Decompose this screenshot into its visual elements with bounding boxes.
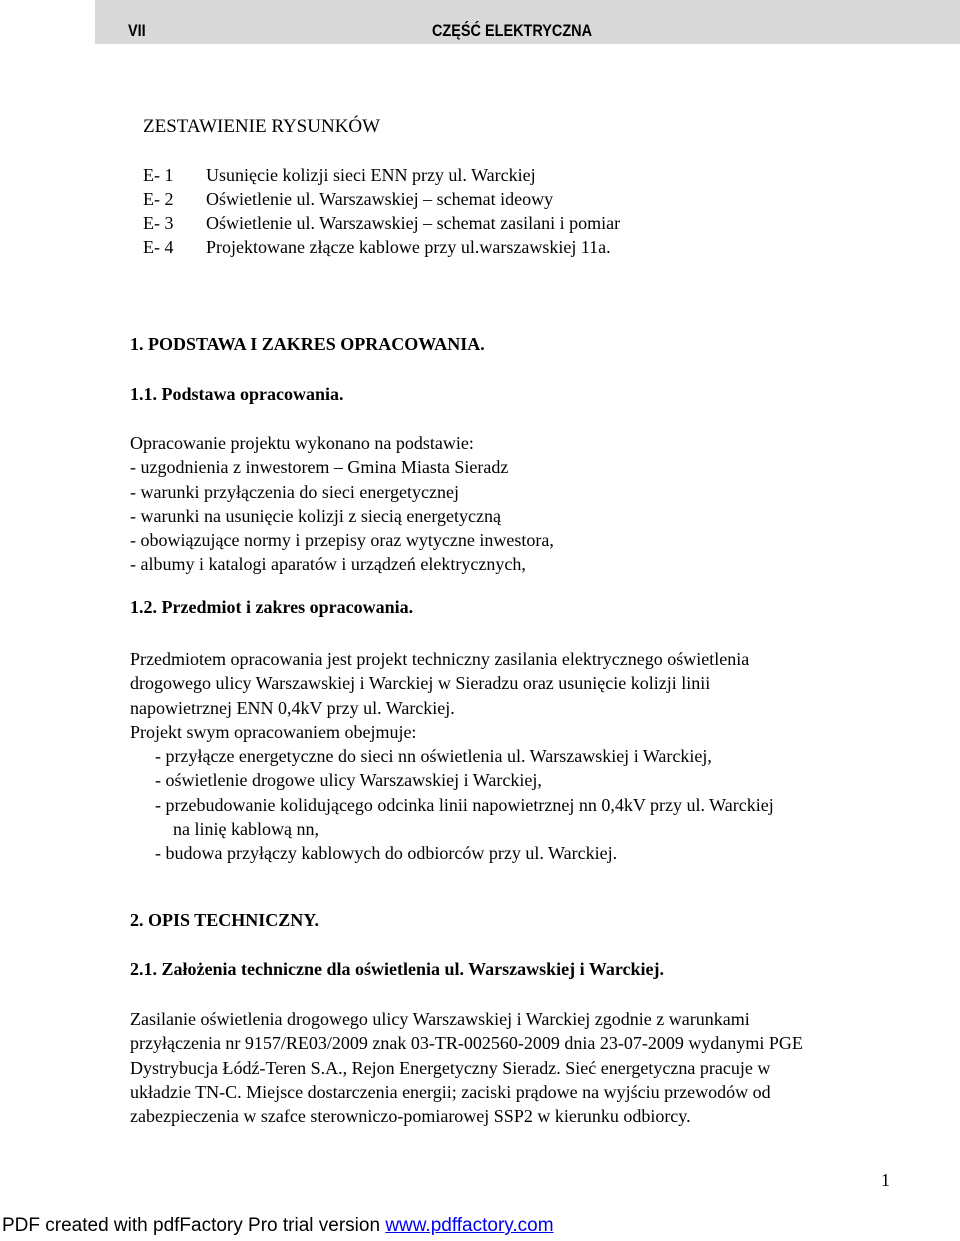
basis-paragraph bbox=[130, 431, 554, 577]
drawing-row bbox=[143, 187, 620, 211]
section-heading-1: 1. PODSTAWA I ZAKRES OPRACOWANIA. bbox=[130, 334, 485, 354]
drawings-list bbox=[143, 163, 620, 259]
basis-item: - warunki na usunięcie kolizji z siecią energetyczną bbox=[130, 505, 502, 526]
drawing-name: Usunięcie kolizji sieci ENN przy ul. Warckiej bbox=[206, 165, 536, 185]
tech-paragraph bbox=[130, 1007, 803, 1128]
section-heading-1-1: 1.1. Podstawa opracowania. bbox=[130, 384, 344, 404]
tech-line: Dystrybucja Łódź-Teren S.A., Rejon Energetyczny Sieradz. Sieć energetyczna pracuje w bbox=[130, 1057, 771, 1078]
drawings-title: ZESTAWIENIE RYSUNKÓW bbox=[143, 116, 381, 137]
tech-line: Zasilanie oświetlenia drogowego ulicy Warszawskiej i Warckiej zgodnie z warunkami bbox=[130, 1009, 750, 1029]
scope-line: Projekt swym opracowaniem obejmuje: bbox=[130, 721, 417, 742]
scope-line: drogowego ulicy Warszawskiej i Warckiej w Sieradzu oraz usunięcie kolizji linii bbox=[130, 673, 711, 694]
scope-line: napowietrznej ENN 0,4kV przy ul. Warckiej. bbox=[130, 697, 455, 718]
section-number: VII bbox=[128, 21, 146, 40]
section-heading-2: 2. OPIS TECHNICZNY. bbox=[130, 910, 320, 930]
drawing-name: Oświetlenie ul. Warszawskiej – schemat ideowy bbox=[206, 189, 554, 209]
scope-item-continuation: na linię kablową nn, bbox=[173, 819, 319, 840]
drawing-row bbox=[143, 163, 620, 187]
scope-item: - oświetlenie drogowe ulicy Warszawskiej i Warckiej, bbox=[155, 770, 542, 791]
tech-line: zabezpieczenia w szafce sterowniczo-pomiarowej SSP2 w kierunku odbiorcy. bbox=[130, 1106, 691, 1127]
section-heading-2-1: 2.1. Założenia techniczne dla oświetlenia ul. Warszawskiej i Warckiej. bbox=[130, 959, 664, 979]
section-heading-1-2: 1.2. Przedmiot i zakres opracowania. bbox=[130, 597, 414, 617]
scope-paragraph bbox=[130, 647, 774, 866]
drawing-row bbox=[143, 211, 620, 235]
footer-text: PDF created with pdfFactory Pro trial version bbox=[2, 1215, 386, 1236]
scope-item: - przebudowanie kolidującego odcinka linii napowietrznej nn 0,4kV przy ul. Warckiej bbox=[155, 794, 774, 815]
basis-item: - warunki przyłączenia do sieci energetycznej bbox=[130, 481, 460, 502]
drawing-row bbox=[143, 235, 620, 259]
drawing-code: E- 3 bbox=[143, 213, 174, 233]
pdf-footer bbox=[2, 1215, 554, 1237]
drawing-code: E- 1 bbox=[143, 165, 174, 185]
drawing-code: E- 4 bbox=[143, 237, 174, 257]
drawing-name: Oświetlenie ul. Warszawskiej – schemat zasilani i pomiar bbox=[206, 213, 621, 233]
drawing-name: Projektowane złącze kablowe przy ul.warszawskiej 11a. bbox=[206, 237, 611, 257]
tech-line: układzie TN-C. Miejsce dostarczenia energii; zaciski prądowe na wyjściu przewodów od bbox=[130, 1081, 771, 1102]
basis-item: - albumy i katalogi aparatów i urządzeń elektrycznych, bbox=[130, 554, 526, 575]
basis-item: - uzgodnienia z inwestorem – Gmina Miasta Sieradz bbox=[130, 457, 509, 478]
footer-link[interactable]: www.pdffactory.com bbox=[385, 1215, 554, 1236]
section-title: CZĘŚĆ ELEKTRYCZNA bbox=[432, 21, 593, 40]
basis-intro: Opracowanie projektu wykonano na podstawie: bbox=[130, 433, 474, 453]
scope-line: Przedmiotem opracowania jest projekt techniczny zasilania elektrycznego oświetlenia bbox=[130, 649, 750, 669]
tech-line: przyłączenia nr 9157/RE03/2009 znak 03-TR-002560-2009 dnia 23-07-2009 wydanymi PGE bbox=[130, 1033, 803, 1054]
scope-item: - budowa przyłączy kablowych do odbiorców przy ul. Warckiej. bbox=[155, 843, 618, 864]
drawing-code: E- 2 bbox=[143, 189, 174, 209]
page-header bbox=[95, 0, 960, 44]
basis-item: - obowiązujące normy i przepisy oraz wytyczne inwestora, bbox=[130, 530, 554, 551]
scope-item: - przyłącze energetyczne do sieci nn oświetlenia ul. Warszawskiej i Warckiej, bbox=[155, 746, 712, 767]
page-number: 1 bbox=[881, 1170, 890, 1190]
